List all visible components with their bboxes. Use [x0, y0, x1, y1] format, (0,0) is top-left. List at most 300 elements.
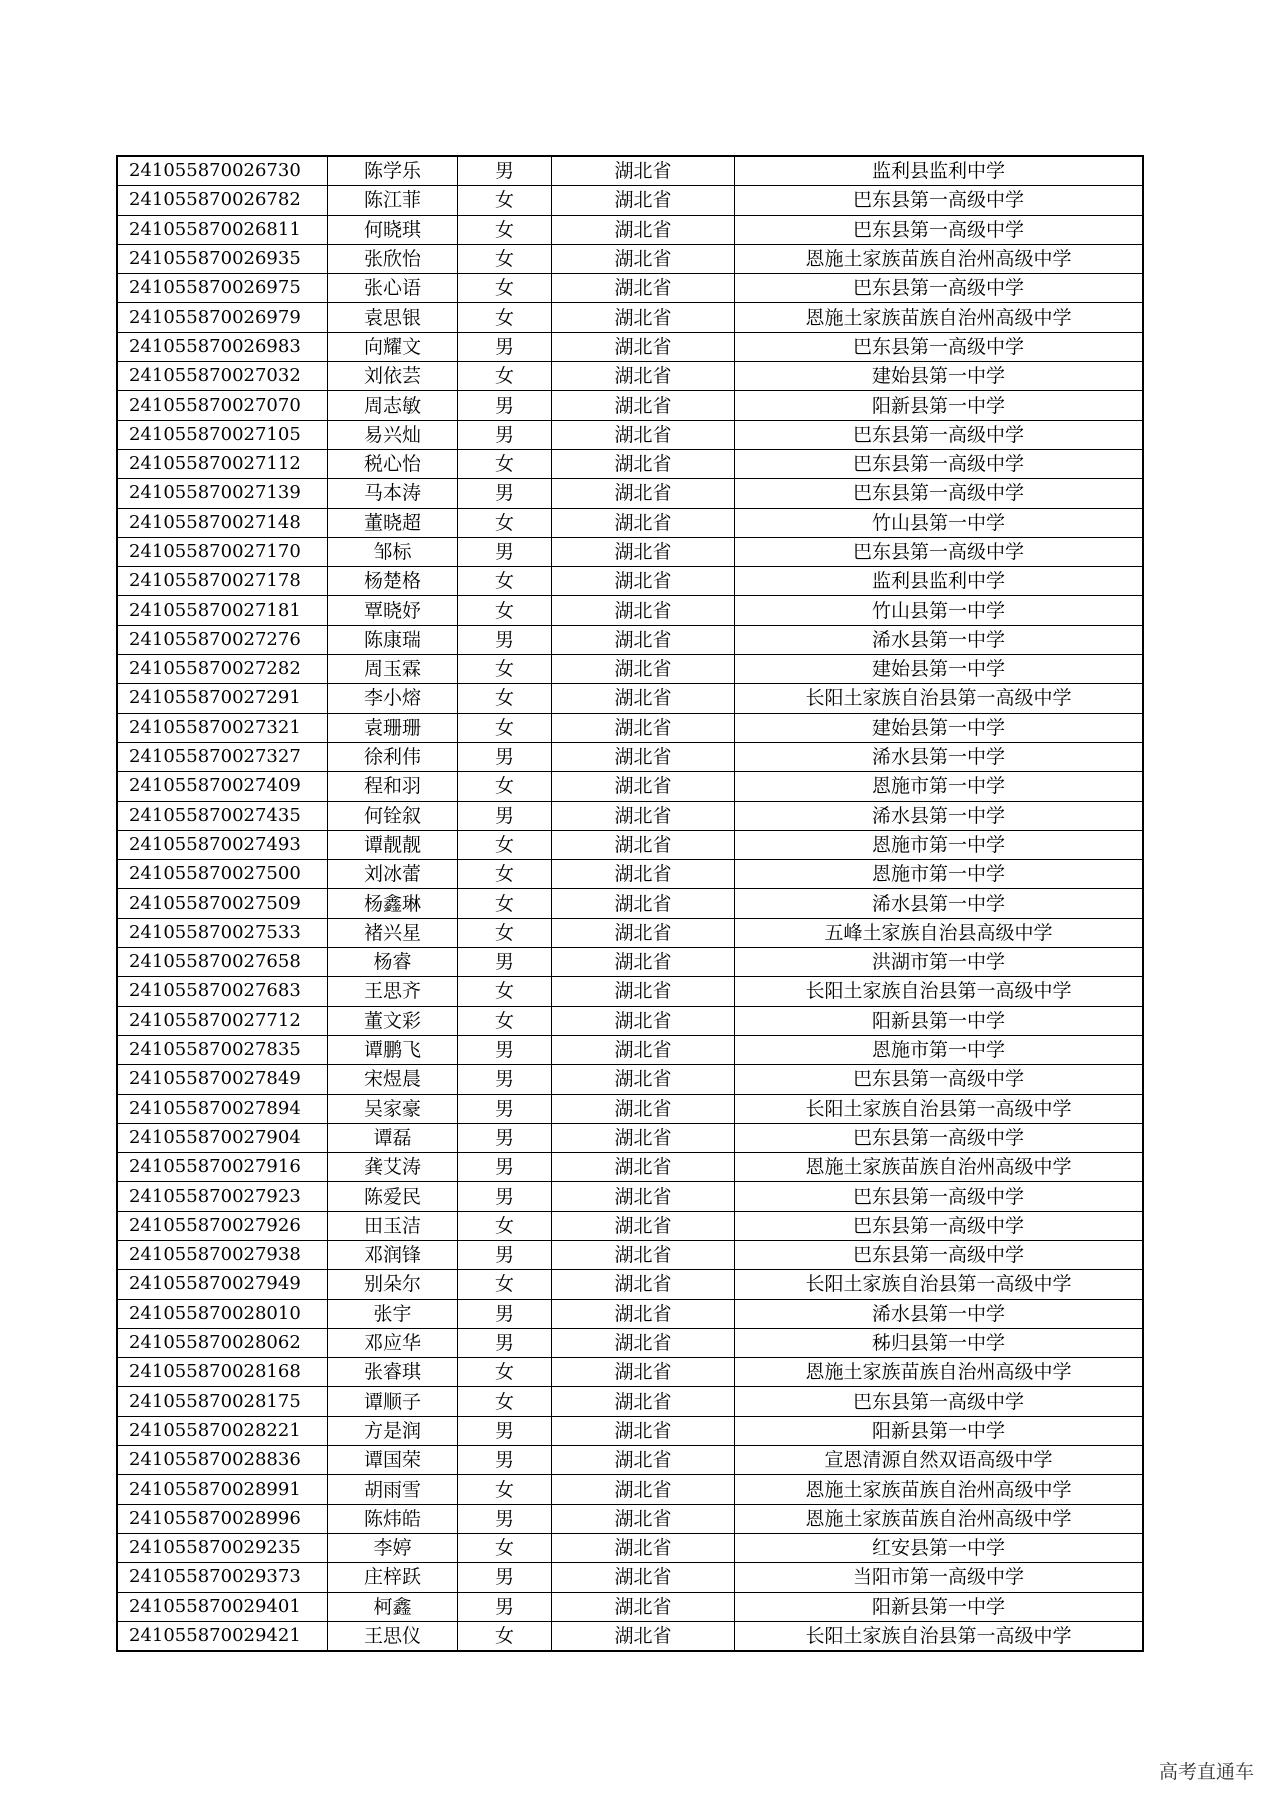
province-cell: 湖北省	[552, 742, 735, 771]
exam-id-cell: 241055870027916	[117, 1153, 328, 1182]
name-cell: 谭磊	[328, 1123, 458, 1152]
gender-cell: 男	[458, 1563, 552, 1592]
province-cell: 湖北省	[552, 1211, 735, 1240]
gender-cell: 男	[458, 479, 552, 508]
province-cell: 湖北省	[552, 1563, 735, 1592]
table-row	[117, 156, 1143, 186]
gender-cell: 男	[458, 1446, 552, 1475]
school-cell: 恩施土家族苗族自治州高级中学	[735, 303, 1144, 332]
exam-id-cell: 241055870027509	[117, 889, 328, 918]
table-row	[117, 1065, 1143, 1094]
province-cell: 湖北省	[552, 860, 735, 889]
province-cell: 湖北省	[552, 889, 735, 918]
school-cell: 长阳土家族自治县第一高级中学	[735, 1270, 1144, 1299]
province-cell: 湖北省	[552, 1299, 735, 1328]
province-cell: 湖北省	[552, 1504, 735, 1533]
name-cell: 何铨叙	[328, 801, 458, 830]
table-row	[117, 1563, 1143, 1592]
gender-cell: 女	[458, 889, 552, 918]
exam-id-cell: 241055870027500	[117, 860, 328, 889]
gender-cell: 男	[458, 625, 552, 654]
province-cell: 湖北省	[552, 977, 735, 1006]
gender-cell: 女	[458, 303, 552, 332]
name-cell: 张欣怡	[328, 244, 458, 273]
gender-cell: 女	[458, 860, 552, 889]
name-cell: 张宇	[328, 1299, 458, 1328]
gender-cell: 男	[458, 1182, 552, 1211]
gender-cell: 女	[458, 1211, 552, 1240]
school-cell: 竹山县第一中学	[735, 508, 1144, 537]
school-cell: 长阳土家族自治县第一高级中学	[735, 977, 1144, 1006]
gender-cell: 男	[458, 1035, 552, 1064]
name-cell: 李小熔	[328, 684, 458, 713]
table-row	[117, 1358, 1143, 1387]
exam-id-cell: 241055870027683	[117, 977, 328, 1006]
name-cell: 董晓超	[328, 508, 458, 537]
gender-cell: 男	[458, 1416, 552, 1445]
roster-body	[117, 156, 1143, 1651]
province-cell: 湖北省	[552, 186, 735, 215]
exam-id-cell: 241055870027105	[117, 420, 328, 449]
table-row	[117, 567, 1143, 596]
name-cell: 谭鹏飞	[328, 1035, 458, 1064]
province-cell: 湖北省	[552, 303, 735, 332]
gender-cell: 女	[458, 508, 552, 537]
province-cell: 湖北省	[552, 1035, 735, 1064]
gender-cell: 女	[458, 1358, 552, 1387]
exam-id-cell: 241055870029421	[117, 1621, 328, 1651]
school-cell: 建始县第一中学	[735, 362, 1144, 391]
name-cell: 袁珊珊	[328, 713, 458, 742]
gender-cell: 女	[458, 772, 552, 801]
name-cell: 谭靓靓	[328, 830, 458, 859]
table-row	[117, 244, 1143, 273]
school-cell: 巴东县第一高级中学	[735, 479, 1144, 508]
exam-id-cell: 241055870026979	[117, 303, 328, 332]
province-cell: 湖北省	[552, 948, 735, 977]
school-cell: 洪湖市第一中学	[735, 948, 1144, 977]
table-row	[117, 830, 1143, 859]
name-cell: 柯鑫	[328, 1592, 458, 1621]
school-cell: 巴东县第一高级中学	[735, 1065, 1144, 1094]
exam-id-cell: 241055870028836	[117, 1446, 328, 1475]
table-row	[117, 362, 1143, 391]
exam-id-cell: 241055870027282	[117, 655, 328, 684]
gender-cell: 女	[458, 977, 552, 1006]
name-cell: 马本涛	[328, 479, 458, 508]
table-row	[117, 449, 1143, 478]
exam-id-cell: 241055870027327	[117, 742, 328, 771]
exam-id-cell: 241055870027949	[117, 1270, 328, 1299]
school-cell: 恩施土家族苗族自治州高级中学	[735, 1475, 1144, 1504]
table-row	[117, 1621, 1143, 1651]
name-cell: 陈学乐	[328, 156, 458, 186]
exam-id-cell: 241055870027139	[117, 479, 328, 508]
name-cell: 吴家豪	[328, 1094, 458, 1123]
name-cell: 方是润	[328, 1416, 458, 1445]
province-cell: 湖北省	[552, 625, 735, 654]
exam-id-cell: 241055870027032	[117, 362, 328, 391]
exam-id-cell: 241055870028010	[117, 1299, 328, 1328]
exam-id-cell: 241055870027181	[117, 596, 328, 625]
province-cell: 湖北省	[552, 244, 735, 273]
table-row	[117, 1416, 1143, 1445]
name-cell: 龚艾涛	[328, 1153, 458, 1182]
school-cell: 巴东县第一高级中学	[735, 420, 1144, 449]
table-row	[117, 1387, 1143, 1416]
table-row	[117, 537, 1143, 566]
name-cell: 胡雨雪	[328, 1475, 458, 1504]
school-cell: 长阳土家族自治县第一高级中学	[735, 1621, 1144, 1651]
name-cell: 杨睿	[328, 948, 458, 977]
table-row	[117, 332, 1143, 361]
table-row	[117, 625, 1143, 654]
table-row	[117, 889, 1143, 918]
school-cell: 恩施市第一中学	[735, 830, 1144, 859]
school-cell: 浠水县第一中学	[735, 625, 1144, 654]
school-cell: 当阳市第一高级中学	[735, 1563, 1144, 1592]
gender-cell: 女	[458, 1270, 552, 1299]
province-cell: 湖北省	[552, 1328, 735, 1357]
exam-id-cell: 241055870027658	[117, 948, 328, 977]
province-cell: 湖北省	[552, 713, 735, 742]
school-cell: 五峰土家族自治县高级中学	[735, 918, 1144, 947]
name-cell: 李婷	[328, 1533, 458, 1562]
exam-id-cell: 241055870027276	[117, 625, 328, 654]
table-row	[117, 420, 1143, 449]
gender-cell: 男	[458, 420, 552, 449]
school-cell: 阳新县第一中学	[735, 391, 1144, 420]
gender-cell: 女	[458, 1621, 552, 1651]
province-cell: 湖北省	[552, 362, 735, 391]
province-cell: 湖北省	[552, 1358, 735, 1387]
name-cell: 庄梓跃	[328, 1563, 458, 1592]
school-cell: 恩施土家族苗族自治州高级中学	[735, 1504, 1144, 1533]
table-row	[117, 1475, 1143, 1504]
exam-id-cell: 241055870026935	[117, 244, 328, 273]
exam-id-cell: 241055870026975	[117, 274, 328, 303]
school-cell: 巴东县第一高级中学	[735, 537, 1144, 566]
school-cell: 恩施土家族苗族自治州高级中学	[735, 244, 1144, 273]
school-cell: 恩施市第一中学	[735, 860, 1144, 889]
table-row	[117, 948, 1143, 977]
table-row	[117, 1240, 1143, 1269]
name-cell: 邓应华	[328, 1328, 458, 1357]
name-cell: 陈炜皓	[328, 1504, 458, 1533]
name-cell: 程和羽	[328, 772, 458, 801]
table-row	[117, 1533, 1143, 1562]
exam-id-cell: 241055870026730	[117, 156, 328, 186]
table-row	[117, 684, 1143, 713]
school-cell: 阳新县第一中学	[735, 1416, 1144, 1445]
name-cell: 董文彩	[328, 1006, 458, 1035]
name-cell: 徐利伟	[328, 742, 458, 771]
name-cell: 王思仪	[328, 1621, 458, 1651]
exam-id-cell: 241055870027435	[117, 801, 328, 830]
gender-cell: 女	[458, 596, 552, 625]
table-row	[117, 655, 1143, 684]
name-cell: 周玉霖	[328, 655, 458, 684]
exam-id-cell: 241055870027112	[117, 449, 328, 478]
table-row	[117, 772, 1143, 801]
gender-cell: 女	[458, 362, 552, 391]
exam-id-cell: 241055870027291	[117, 684, 328, 713]
table-row	[117, 1035, 1143, 1064]
school-cell: 巴东县第一高级中学	[735, 449, 1144, 478]
name-cell: 谭国荣	[328, 1446, 458, 1475]
watermark: 高考直通车	[1158, 1761, 1254, 1783]
province-cell: 湖北省	[552, 508, 735, 537]
school-cell: 建始县第一中学	[735, 713, 1144, 742]
name-cell: 袁思银	[328, 303, 458, 332]
gender-cell: 女	[458, 684, 552, 713]
province-cell: 湖北省	[552, 684, 735, 713]
gender-cell: 男	[458, 1299, 552, 1328]
gender-cell: 男	[458, 1153, 552, 1182]
table-row	[117, 742, 1143, 771]
school-cell: 恩施市第一中学	[735, 772, 1144, 801]
school-cell: 巴东县第一高级中学	[735, 1387, 1144, 1416]
province-cell: 湖北省	[552, 1533, 735, 1562]
table-row	[117, 508, 1143, 537]
name-cell: 覃晓妤	[328, 596, 458, 625]
school-cell: 阳新县第一中学	[735, 1006, 1144, 1035]
exam-id-cell: 241055870027321	[117, 713, 328, 742]
province-cell: 湖北省	[552, 420, 735, 449]
province-cell: 湖北省	[552, 830, 735, 859]
student-roster-table	[116, 155, 1144, 1652]
province-cell: 湖北省	[552, 596, 735, 625]
name-cell: 张睿琪	[328, 1358, 458, 1387]
name-cell: 向耀文	[328, 332, 458, 361]
table-row	[117, 713, 1143, 742]
table-row	[117, 977, 1143, 1006]
gender-cell: 男	[458, 801, 552, 830]
table-row	[117, 1592, 1143, 1621]
gender-cell: 女	[458, 830, 552, 859]
province-cell: 湖北省	[552, 1446, 735, 1475]
school-cell: 阳新县第一中学	[735, 1592, 1144, 1621]
province-cell: 湖北省	[552, 1592, 735, 1621]
name-cell: 宋煜晨	[328, 1065, 458, 1094]
province-cell: 湖北省	[552, 1475, 735, 1504]
table-row	[117, 274, 1143, 303]
school-cell: 浠水县第一中学	[735, 1299, 1144, 1328]
exam-id-cell: 241055870029235	[117, 1533, 328, 1562]
province-cell: 湖北省	[552, 1094, 735, 1123]
name-cell: 周志敏	[328, 391, 458, 420]
province-cell: 湖北省	[552, 479, 735, 508]
name-cell: 杨楚格	[328, 567, 458, 596]
gender-cell: 女	[458, 655, 552, 684]
province-cell: 湖北省	[552, 537, 735, 566]
table-row	[117, 801, 1143, 830]
table-row	[117, 1006, 1143, 1035]
school-cell: 巴东县第一高级中学	[735, 1182, 1144, 1211]
gender-cell: 男	[458, 1240, 552, 1269]
school-cell: 巴东县第一高级中学	[735, 1211, 1144, 1240]
table-row	[117, 1504, 1143, 1533]
table-row	[117, 1094, 1143, 1123]
table-row	[117, 391, 1143, 420]
exam-id-cell: 241055870027070	[117, 391, 328, 420]
gender-cell: 女	[458, 186, 552, 215]
gender-cell: 女	[458, 1387, 552, 1416]
exam-id-cell: 241055870027533	[117, 918, 328, 947]
province-cell: 湖北省	[552, 391, 735, 420]
province-cell: 湖北省	[552, 332, 735, 361]
name-cell: 别朵尔	[328, 1270, 458, 1299]
gender-cell: 女	[458, 1006, 552, 1035]
school-cell: 浠水县第一中学	[735, 742, 1144, 771]
table-row	[117, 918, 1143, 947]
gender-cell: 男	[458, 1504, 552, 1533]
school-cell: 宣恩清源自然双语高级中学	[735, 1446, 1144, 1475]
province-cell: 湖北省	[552, 1240, 735, 1269]
exam-id-cell: 241055870027148	[117, 508, 328, 537]
exam-id-cell: 241055870029401	[117, 1592, 328, 1621]
school-cell: 监利县监利中学	[735, 156, 1144, 186]
school-cell: 浠水县第一中学	[735, 889, 1144, 918]
gender-cell: 男	[458, 1123, 552, 1152]
school-cell: 浠水县第一中学	[735, 801, 1144, 830]
gender-cell: 男	[458, 948, 552, 977]
exam-id-cell: 241055870028062	[117, 1328, 328, 1357]
province-cell: 湖北省	[552, 1006, 735, 1035]
province-cell: 湖北省	[552, 1621, 735, 1651]
exam-id-cell: 241055870027493	[117, 830, 328, 859]
gender-cell: 女	[458, 274, 552, 303]
name-cell: 杨鑫琳	[328, 889, 458, 918]
province-cell: 湖北省	[552, 215, 735, 244]
province-cell: 湖北省	[552, 772, 735, 801]
gender-cell: 女	[458, 713, 552, 742]
province-cell: 湖北省	[552, 1065, 735, 1094]
exam-id-cell: 241055870027926	[117, 1211, 328, 1240]
gender-cell: 男	[458, 391, 552, 420]
province-cell: 湖北省	[552, 449, 735, 478]
name-cell: 易兴灿	[328, 420, 458, 449]
school-cell: 长阳土家族自治县第一高级中学	[735, 684, 1144, 713]
province-cell: 湖北省	[552, 801, 735, 830]
exam-id-cell: 241055870027835	[117, 1035, 328, 1064]
table-row	[117, 1270, 1143, 1299]
name-cell: 陈爱民	[328, 1182, 458, 1211]
gender-cell: 女	[458, 244, 552, 273]
province-cell: 湖北省	[552, 1387, 735, 1416]
school-cell: 建始县第一中学	[735, 655, 1144, 684]
school-cell: 红安县第一中学	[735, 1533, 1144, 1562]
exam-id-cell: 241055870028991	[117, 1475, 328, 1504]
name-cell: 税心怡	[328, 449, 458, 478]
exam-id-cell: 241055870027170	[117, 537, 328, 566]
school-cell: 巴东县第一高级中学	[735, 274, 1144, 303]
name-cell: 邓润锋	[328, 1240, 458, 1269]
province-cell: 湖北省	[552, 274, 735, 303]
exam-id-cell: 241055870026782	[117, 186, 328, 215]
gender-cell: 男	[458, 156, 552, 186]
table-row	[117, 1153, 1143, 1182]
school-cell: 监利县监利中学	[735, 567, 1144, 596]
exam-id-cell: 241055870027849	[117, 1065, 328, 1094]
exam-id-cell: 241055870026983	[117, 332, 328, 361]
table-row	[117, 1123, 1143, 1152]
name-cell: 谭顺子	[328, 1387, 458, 1416]
gender-cell: 女	[458, 918, 552, 947]
gender-cell: 男	[458, 1328, 552, 1357]
name-cell: 何晓琪	[328, 215, 458, 244]
gender-cell: 女	[458, 1475, 552, 1504]
name-cell: 陈康瑞	[328, 625, 458, 654]
gender-cell: 男	[458, 1592, 552, 1621]
school-cell: 长阳土家族自治县第一高级中学	[735, 1094, 1144, 1123]
school-cell: 巴东县第一高级中学	[735, 1123, 1144, 1152]
table-row	[117, 1328, 1143, 1357]
gender-cell: 男	[458, 742, 552, 771]
exam-id-cell: 241055870027178	[117, 567, 328, 596]
exam-id-cell: 241055870027712	[117, 1006, 328, 1035]
exam-id-cell: 241055870026811	[117, 215, 328, 244]
name-cell: 田玉洁	[328, 1211, 458, 1240]
school-cell: 巴东县第一高级中学	[735, 332, 1144, 361]
table-row	[117, 186, 1143, 215]
school-cell: 巴东县第一高级中学	[735, 186, 1144, 215]
table-row	[117, 479, 1143, 508]
exam-id-cell: 241055870027894	[117, 1094, 328, 1123]
school-cell: 巴东县第一高级中学	[735, 215, 1144, 244]
name-cell: 张心语	[328, 274, 458, 303]
exam-id-cell: 241055870027938	[117, 1240, 328, 1269]
table-row	[117, 1182, 1143, 1211]
name-cell: 刘依芸	[328, 362, 458, 391]
name-cell: 刘冰蕾	[328, 860, 458, 889]
exam-id-cell: 241055870028221	[117, 1416, 328, 1445]
name-cell: 陈江菲	[328, 186, 458, 215]
province-cell: 湖北省	[552, 156, 735, 186]
province-cell: 湖北省	[552, 1182, 735, 1211]
province-cell: 湖北省	[552, 1123, 735, 1152]
gender-cell: 男	[458, 1094, 552, 1123]
name-cell: 褚兴星	[328, 918, 458, 947]
exam-id-cell: 241055870029373	[117, 1563, 328, 1592]
name-cell: 王思齐	[328, 977, 458, 1006]
gender-cell: 男	[458, 537, 552, 566]
gender-cell: 男	[458, 332, 552, 361]
gender-cell: 男	[458, 1065, 552, 1094]
table-row	[117, 596, 1143, 625]
name-cell: 邹标	[328, 537, 458, 566]
school-cell: 恩施土家族苗族自治州高级中学	[735, 1358, 1144, 1387]
gender-cell: 女	[458, 449, 552, 478]
exam-id-cell: 241055870027904	[117, 1123, 328, 1152]
gender-cell: 女	[458, 215, 552, 244]
table-row	[117, 1446, 1143, 1475]
table-row	[117, 1211, 1143, 1240]
table-row	[117, 1299, 1143, 1328]
school-cell: 竹山县第一中学	[735, 596, 1144, 625]
table-row	[117, 303, 1143, 332]
province-cell: 湖北省	[552, 1416, 735, 1445]
gender-cell: 女	[458, 1533, 552, 1562]
province-cell: 湖北省	[552, 918, 735, 947]
province-cell: 湖北省	[552, 655, 735, 684]
exam-id-cell: 241055870028996	[117, 1504, 328, 1533]
table-row	[117, 860, 1143, 889]
school-cell: 恩施市第一中学	[735, 1035, 1144, 1064]
school-cell: 巴东县第一高级中学	[735, 1240, 1144, 1269]
province-cell: 湖北省	[552, 567, 735, 596]
exam-id-cell: 241055870028175	[117, 1387, 328, 1416]
